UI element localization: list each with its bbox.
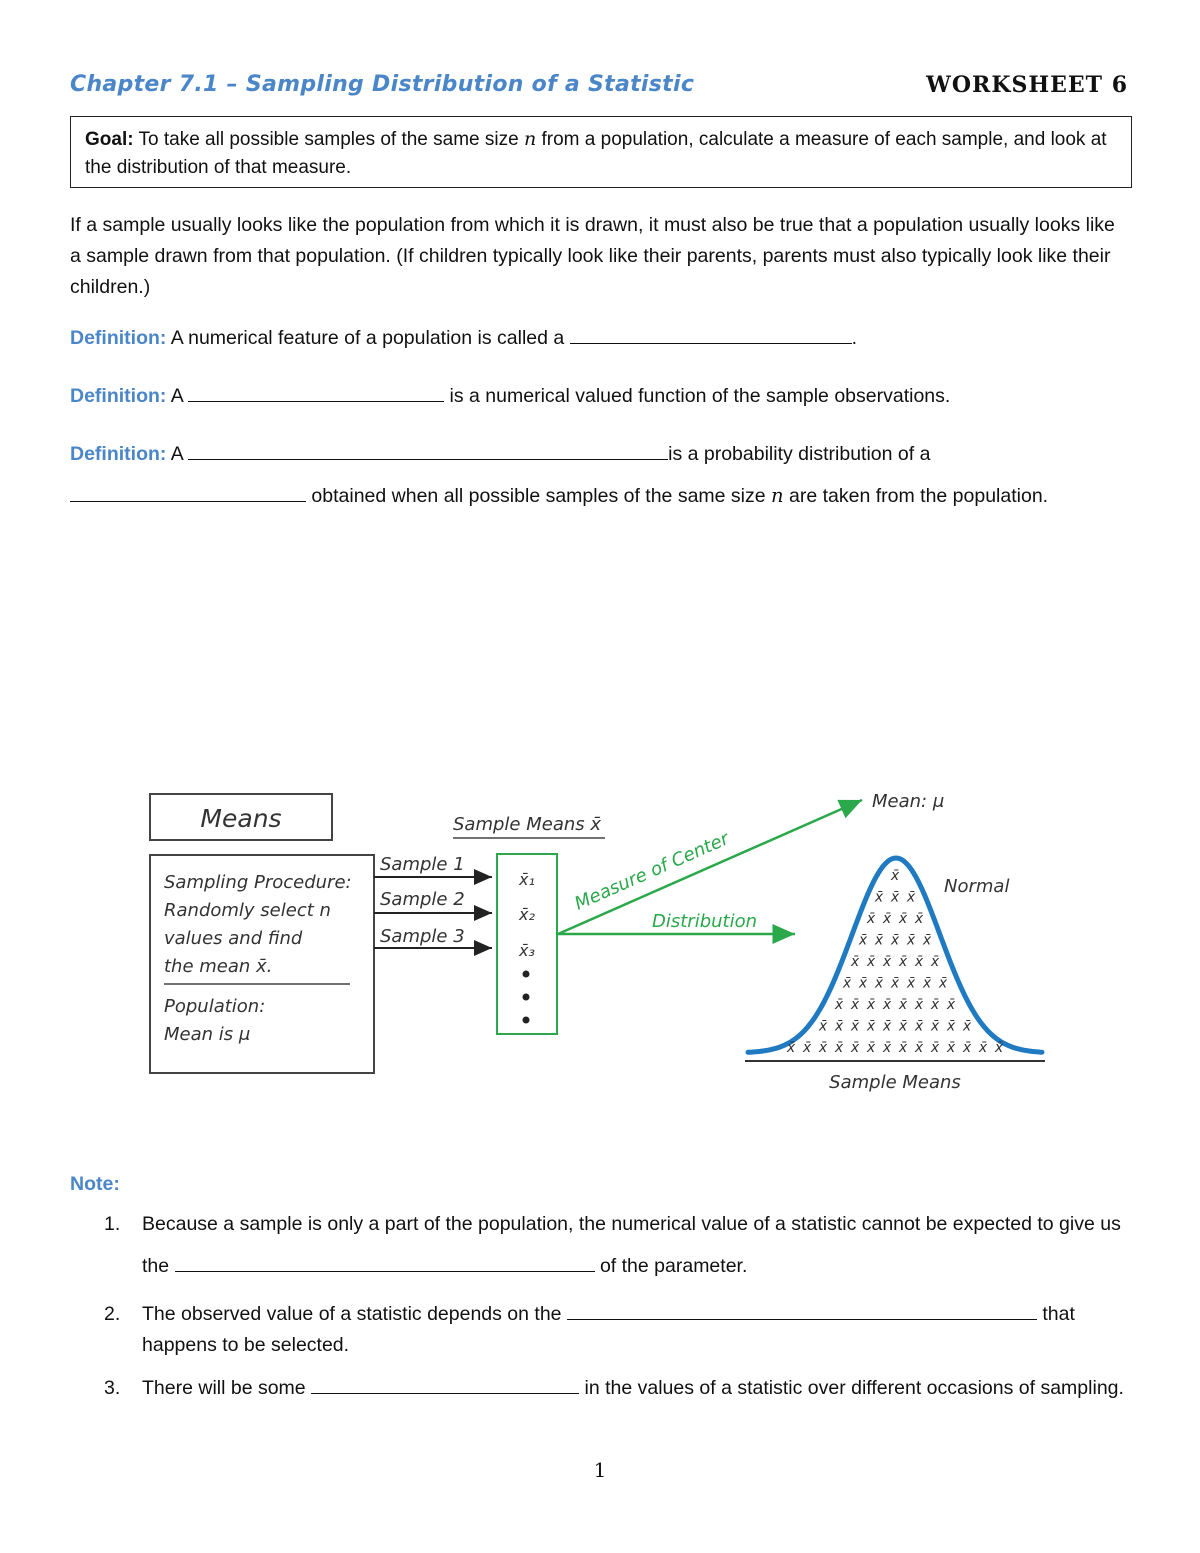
xbar-mark: x̄ [882,1040,892,1056]
xbar-mark: x̄ [882,997,892,1013]
xbar-mark: x̄ [898,997,908,1013]
definition-text: is a probability distribution of a [668,443,931,465]
xbar-mark: x̄ [850,1018,860,1035]
note-item-part: that happens to be selected. [142,1303,1075,1356]
xbar-mark: x̄ [946,1018,956,1035]
xbar-mark: x̄ [818,1018,828,1035]
xbar-mark: x̄ [906,932,916,949]
xbar-mark: x̄ [882,954,892,970]
xbar-mark: x̄ [898,1018,908,1035]
goal-n: n [523,128,537,150]
xbar-mark: x̄ [874,975,884,992]
sample-1-label: Sample 1 [380,854,465,875]
page-number: 1 [593,1458,607,1482]
note-item-text [142,1373,1134,1404]
xbar-mark: x̄ [866,911,876,927]
fill-blank[interactable] [175,1251,595,1272]
xbar-1: x̄₁ [519,870,535,889]
xbar-mark: x̄ [962,1040,972,1056]
xbar-mark: x̄ [866,1040,876,1056]
measure-of-center-label: Measure of Center [571,828,733,915]
definition-text: are taken from the population. [789,485,1049,507]
xbar-mark: x̄ [890,889,900,906]
xbar-mark: x̄ [962,1018,972,1035]
xbar-mark: x̄ [930,1018,940,1035]
fill-blank[interactable] [311,1373,579,1394]
xbar-mark: x̄ [850,1040,860,1056]
xbar-mark: x̄ [906,975,916,992]
xbar-mark: x̄ [922,932,932,949]
xbar-mark: x̄ [898,954,908,970]
xbar-mark: x̄ [914,1018,924,1035]
xbar-mark: x̄ [834,1040,844,1056]
xbar-2: x̄₂ [519,905,535,924]
procedure-line: values and find [164,928,303,949]
xbar-mark: x̄ [906,889,916,906]
fill-blank[interactable] [570,323,852,344]
definition-text: A [170,385,183,407]
xbar-mark: x̄ [946,1040,956,1056]
xbar-mark: x̄ [866,954,876,970]
xbar-mark: x̄ [882,1018,892,1035]
definition-label: Definition: [70,327,167,349]
xbar-mark: x̄ [802,1040,812,1056]
note-item-number: 1. [104,1213,121,1235]
definition-text: . [851,327,858,349]
fill-blank[interactable] [188,439,668,460]
definition-1 [70,323,857,352]
procedure-line: Randomly select n [164,900,331,921]
procedure-line: Sampling Procedure: [164,872,352,893]
sample-means-title: Sample Means x̄ [453,814,602,835]
definition-text: obtained when all possible samples of the same size [311,485,766,507]
population-title: Population: [164,996,266,1017]
note-item-text [142,1299,1134,1361]
xbar-mark: x̄ [890,932,900,949]
means-title: Means [200,804,282,833]
definition-3 [70,439,930,468]
chapter-title: Chapter 7.1 – Sampling Distribution of a Statistic [70,72,695,97]
mean-label: Mean: μ [872,791,945,812]
axis-label: Sample Means [829,1072,961,1093]
xbar-mark: x̄ [866,1018,876,1035]
note-item-part: in the values of a statistic over different occasions of sampling. [584,1377,1124,1399]
xbar-mark: x̄ [978,1040,988,1056]
definition-text: is a numerical valued function of the sample observations. [449,385,951,407]
note-item-part: The observed value of a statistic depends on the [142,1303,562,1325]
note-item-text [142,1203,1134,1287]
worksheet-label: WORKSHEET 6 [926,72,1128,98]
goal-text-part1: To take all possible samples of the same size [138,129,519,150]
xbar-mark: x̄ [930,1040,940,1056]
xbar-mark: x̄ [874,932,884,949]
note-item-number: 3. [104,1377,121,1399]
population-mean: Mean is μ [164,1024,251,1045]
xbar-mark: x̄ [994,1040,1004,1056]
xbar-mark: x̄ [786,1040,796,1056]
ellipsis-dot [523,1017,530,1024]
definition-label: Definition: [70,385,167,407]
definition-text: A numerical feature of a population is called a [170,327,565,349]
goal-label: Goal: [85,129,134,150]
xbar-mark: x̄ [946,997,956,1013]
definition-2 [70,381,950,410]
xbar-mark: x̄ [858,932,868,949]
xbar-mark: x̄ [850,954,860,970]
xbar-mark: x̄ [858,975,868,992]
xbar-3: x̄₃ [519,941,535,960]
note-item-part: There will be some [142,1377,306,1399]
xbar-mark: x̄ [834,997,844,1013]
xbar-mark: x̄ [842,975,852,992]
distribution-label: Distribution [652,911,758,932]
normal-label: Normal [944,876,1010,897]
xbar-mark: x̄ [930,954,940,970]
sampling-distribution-figure [0,760,1200,1110]
note-item-3 [104,1373,1134,1404]
fill-blank[interactable] [70,481,306,502]
fill-blank[interactable] [188,381,444,402]
definition-label: Definition: [70,443,167,465]
xbar-mark: x̄ [914,1040,924,1056]
ellipsis-dot [523,994,530,1001]
xbar-mark: x̄ [890,975,900,992]
xbar-mark: x̄ [890,868,900,884]
xbar-mark: x̄ [898,911,908,927]
note-label: Note: [70,1173,120,1195]
xbar-mark: x̄ [898,1040,908,1056]
note-item-part: Because a sample is only a part of the population, the numerical value of a statistic cannot be expected to give us the [142,1213,1121,1277]
xbar-mark: x̄ [922,975,932,992]
definition-text: A [170,443,183,465]
definition-n: n [771,484,784,507]
ellipsis-dot [523,971,530,978]
procedure-line: the mean x̄. [164,956,273,977]
xbar-mark: x̄ [866,997,876,1013]
goal-box [70,116,1132,188]
note-item-1 [104,1203,1134,1287]
xbar-mark: x̄ [914,911,924,927]
xbar-mark: x̄ [834,1018,844,1035]
definition-3-line2 [70,481,1048,510]
xbar-mark: x̄ [914,997,924,1013]
note-item-part: of the parameter. [599,1255,748,1277]
xbar-mark: x̄ [914,954,924,970]
note-item-number: 2. [104,1303,121,1325]
xbar-mark: x̄ [930,997,940,1013]
xbar-mark: x̄ [850,997,860,1013]
fill-blank[interactable] [567,1299,1037,1320]
note-item-2 [104,1299,1134,1361]
sample-2-label: Sample 2 [380,889,465,910]
xbar-mark: x̄ [938,975,948,992]
xbar-mark: x̄ [818,1040,828,1056]
intro-paragraph: If a sample usually looks like the population from which it is drawn, it must also be true that a population usually looks like a sample drawn from that population. (If children typically look like their parents, parents must also typically look like their children.) [70,214,1115,298]
sample-3-label: Sample 3 [380,926,465,947]
goal-text-part2: from a population, calculate a measure of each sample, and look at the distribution of that measure. [85,129,1107,178]
xbar-mark: x̄ [874,889,884,906]
xbar-mark: x̄ [882,911,892,927]
